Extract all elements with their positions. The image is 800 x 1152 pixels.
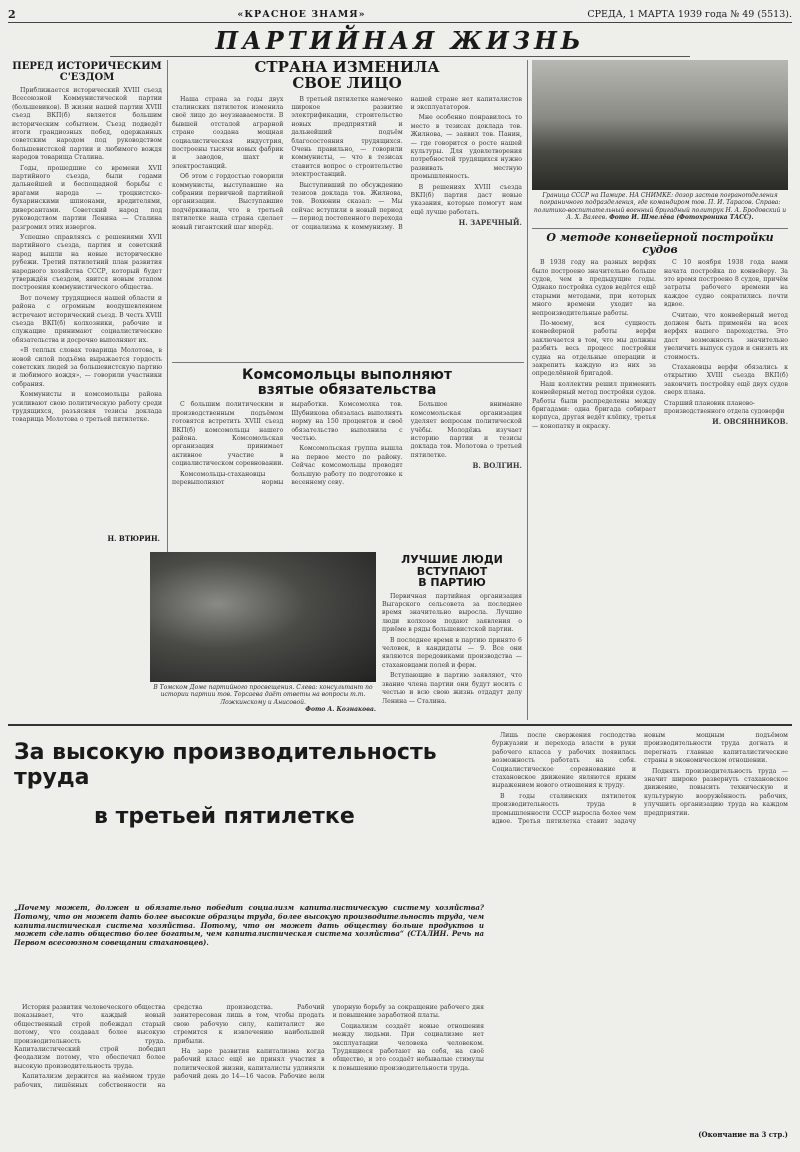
- column-divider: [527, 60, 528, 720]
- photo-image: [150, 552, 376, 682]
- section-divider: [8, 724, 792, 726]
- section-divider: [532, 228, 788, 229]
- article-best-people: [382, 552, 522, 716]
- photo-image: [532, 60, 788, 190]
- photo-border: [532, 60, 788, 190]
- photo-border-credit: Фото И. Шмелёва (Фотохроника ТАСС).: [609, 214, 754, 222]
- article-country-signature: Н. ЗАРЕЧНЫЙ.: [458, 218, 522, 228]
- article-congress: [12, 60, 162, 530]
- article-shipbuilding-signature-title: Старший плановик планово-производственного отдела судоверфи: [664, 399, 785, 415]
- column-divider: [167, 60, 168, 580]
- article-best-people-body: Первичная партийная организация Выгарского сельсовета за последнее время значительно выросла. Лучшие люди колхозов подают заявления о приёме в ряды большевистской партии. В последнее время в партию принято 6 человек, в кандидаты — 9. Все они являются передовиками производства — стахановцами полей и ферм. Вступающие в партию заявляют, что звание члена партии они будут носить с честью и всю свою жизнь отдадут делу Ленина — Сталина.: [382, 592, 522, 705]
- article-country-headline: СТРАНА ИЗМЕНИЛА СВОЕ ЛИЦО: [254, 58, 440, 92]
- section-divider: [172, 362, 524, 363]
- article-productivity-continuation: (Окончание на 3 стр.): [698, 1130, 788, 1139]
- article-productivity-right: [492, 732, 788, 1144]
- article-productivity-left: [14, 1004, 484, 1146]
- section-banner: ПАРТИЙНАЯ ЖИЗНЬ: [110, 26, 690, 57]
- article-komsomol-headline: Комсомольцы выполняют взятые обязательства: [242, 367, 452, 398]
- article-shipbuilding-signature: И. ОВСЯННИКОВ.: [712, 417, 788, 427]
- article-productivity-body-right: Лишь после свержения господства буржуазии и перехода власти в руки рабочего класса у рабочих появилась возможность работать на себя. Социалистическое соревнование и стахановское движение являются ярким выражением нового отношения к труду. В годы сталинских пятилеток производительность труда в промышленности СССР выросла более чем вдвое. Третья пятилетка ставит задачу новым мощным подъёмом производительности труда догнать и перегнать главные капиталистические страны в экономическом отношении. Поднять производительность труда — значит широко развернуть стахановское движение, повысить техническую и культурную вооружённость рабочих, улучшить организацию труда на каждом предприятии.: [492, 732, 788, 826]
- article-productivity-headline: За высокую производительность труда в третьей пятилетке: [14, 740, 437, 829]
- article-productivity-quote: „Почему может, должен и обязательно победит социализм капиталистическую систему хозяйства? Потому, что он может дать более высокие образцы труда, более высокую производительность труда, чем капиталистическая система хозяйства. Потому, что он может дать обществу больше продуктов и может сделать общество более богатым, чем капиталистическая система хозяйства“ (СТАЛИН. Речь на Первом всесоюзном совещании стахановцев).: [14, 903, 484, 948]
- article-congress-headline: ПЕРЕД ИСТОРИЧЕСКИМ С'ЕЗДОМ: [12, 61, 162, 83]
- article-best-people-headline: ЛУЧШИЕ ЛЮДИ ВСТУПАЮТ В ПАРТИЮ: [401, 553, 503, 590]
- photo-party-house: [150, 552, 376, 682]
- issue-date: СРЕДА, 1 МАРТА 1939 года № 49 (5513).: [587, 8, 792, 20]
- photo-party-house-caption: В Томском Доме партийного просвещения. Слева: консультант по истории партии тов. Торсаева даёт ответы на вопросы т.т. Ложкинскому и Анисовой. Фото А. Кознакова.: [150, 684, 376, 716]
- article-congress-body: Приближается исторический XVIII съезд Всесоюзной Коммунистической партии (большевиков). В жизни нашей партии XVIII съезд ВКП(б) является большим историческим событием. Съезд подведёт итоги грандиозных побед, одержанных советским народом под руководством большевистской партии и любимого вождя народов товарища Сталина. Годы, прошедшие со времени XVII партийного съезда, были годами дальнейшей и беспощадной борьбы с врагами народа — троцкистско-бухаринскими шпионами, вредителями, диверсантами. Советский народ под руководством партии Ленина — Сталина разгромил этих извергов. Успешно справляясь с решениями XVII партийного съезда, партия и советский народ вышли на новые исторические рубежи. Третий пятилетний план развития народного хозяйства СССР, который будет утверждён съездом, явится новым этапом построения коммунистического общества. Вот почему трудящиеся нашей области и района с огромным воодушевлением встречают исторический съезд. В честь XVIII съезда ВКП(б) колхозники, рабочие и служащие принимают социалистические обязательства и досрочно выполняют их. «В теплых словах товарища Молотова, в новой силой подъёма выражается гордость советских людей за большевистскую партию и любимого вождя», — говорили участники собрания. Коммунисты и комсомольцы района усиливают свою политическую работу среди трудящихся, разъясняя тезисы доклада товарища Молотова о третьей пятилетке.: [12, 87, 162, 424]
- article-country-body: Наша страна за годы двух сталинских пятилеток изменила своё лицо до неузнаваемости. В бывшей отсталой аграрной стране создана мощная социалистическая индустрия, построены тысячи новых фабрик и заводов, шахт и электростанций. Об этом с гордостью говорили коммунисты, выступавшие на собрании первичной партийной организации. Выступавшие подчёркивали, что в третьей пятилетке наша страна сделает новый гигантский шаг вперёд. В третьей пятилетке намечено широкое развитие электрификации, строительство новых предприятий и дальнейший подъём благосостояния трудящихся. Очень правильно, — говорили коммунисты, — что в тезисах ставится вопрос о строительстве электростанций. Выступивший по обсуждению тезисов доклада тов. Жилнова, тов. Вохюнин сказал: — Мы сейчас вступили в новый период — период постепенного перехода от социализма к коммунизму. В нашей стране нет капиталистов и эксплуататоров. Мне особенно понравилось то место в тезисах доклада тов. Жилнова, — заявил тов. Панин, — где говорится о росте нашей культуры. Для удовлетворения потребностей трудящихся нужно развивать местную промышленность. В решениях XVIII съезда ВКП(б) партия даст новые указания, которые помогут нам ещё лучше работать. Н. ЗАРЕЧНЫЙ.: [172, 95, 522, 231]
- article-shipbuilding-body: В 1938 году на разных верфях было построено значительно больше судов, чем в предыдущие годы. Однако постройка судов ведётся ещё старыми методами, при которых много времени уходит на непроизводительные работы. По-моему, вся сущность конвейерной работы верфи заключается в том, что мы должны разбить весь процесс постройки судна на отдельные операции и закрепить каждую из них за определённой бригадой. Наш коллектив решил применить конвейерный метод постройки судов. Работы были распределены между бригадами: одна бригада собирает корпуса, другая ведёт клёпку, третья — конопатку и окраску. С 10 ноября 1938 года нами начата постройка по конвейеру. За это время построено 8 судов, причём затраты рабочего времени на каждое судно сократились почти вдвое. Считаю, что конвейерный метод должен быть применён на всех верфях нашего пароходства. Это даст возможность значительно увеличить выпуск судов и снизить их стоимость. Стахановцы верфи обязались к открытию XVIII съезда ВКП(б) закончить постройку ещё двух судов сверх плана. Старший плановик планово-производственного отдела судоверфи И. ОВСЯННИКОВ.: [532, 259, 788, 430]
- article-best-people-signature: Н. ВТЮРИН.: [107, 534, 160, 543]
- article-shipbuilding: [532, 230, 788, 720]
- masthead: [8, 6, 792, 23]
- article-country: [172, 58, 522, 358]
- article-komsomol-signature: В. ВОЛГИН.: [472, 461, 522, 471]
- photo-border-caption: Граница СССР на Памире. НА СНИМКЕ: дозор застав погранотделения пограничного подразделения, где командиром тов. П. И. Тарасов. Справа: политико-воспитательный военный бригадный политрук Н. А. Бродовский и А. Х. Валеев. Фото И. Шмелёва (Фотохроника ТАСС).: [533, 192, 787, 222]
- photo-party-house-credit: Фото А. Кознакова.: [305, 706, 376, 714]
- article-productivity-body-left: История развития человеческого общества показывает, что каждый новый общественный строй побеждал старый потому, что создавал более высокую производительность труда. Капиталистический строй победил феодализм потому, что обеспечил более высокую производительность труда. Капитализм держится на наёмном труде рабочих, лишённых собственности на средства производства. Рабочий заинтересован лишь в том, чтобы продать свою рабочую силу, капиталист же стремится к извлечению наибольшей прибыли. На заре развития капитализма когда рабочий класс ещё не принял участия в политической жизни, капиталисты удлиняли рабочий день до 14—16 часов. Рабочие вели упорную борьбу за сокращение рабочего дня и повышение заработной платы. Социализм создаёт новые отношения между людьми. При социализме нет эксплуатации человека человеком. Трудящиеся работают на себя, на своё общество, и это создаёт небывалые стимулы к повышению производительности труда.: [14, 1004, 484, 1089]
- article-komsomol: [172, 366, 522, 546]
- article-komsomol-body: С большим политическим и производственным подъёмом готовятся встретить XVIII съезд ВКП(б) комсомольцы нашего района. Комсомольская организация принимает активное участие в социалистическом соревновании. Комсомольцы-стахановцы перевыполняют нормы выработки. Комсомолка тов. Шубникова обязалась выполнять норму на 150 процентов и своё обязательство выполнила с честью. Комсомольская группа вышла на первое место по району. Сейчас комсомольцы проводят большую работу по подготовке к весеннему севу. Большое внимание комсомольская организация уделяет вопросам политической учёбы. Молодёжь изучает историю партии и тезисы доклада тов. Молотова о третьей пятилетке. В. ВОЛГИН.: [172, 401, 522, 487]
- article-shipbuilding-headline: О методе конвейерной постройки судов: [546, 231, 774, 256]
- newspaper-title: «КРАСНОЕ ЗНАМЯ»: [237, 8, 366, 20]
- page-number: 2: [8, 7, 16, 21]
